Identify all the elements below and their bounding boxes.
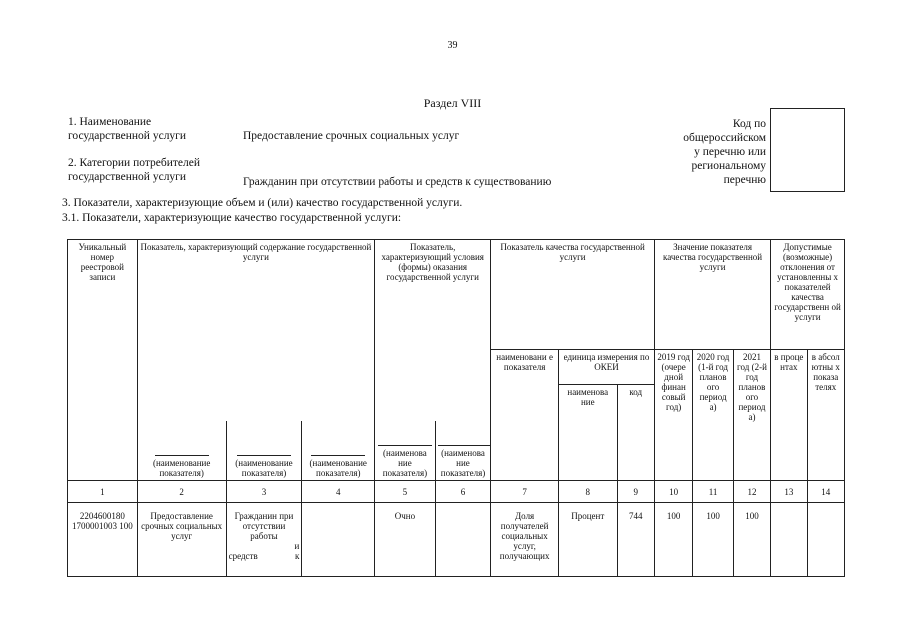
cell-unit-name: Процент [558,503,617,577]
cell-empty [807,503,844,577]
header-percent: в проце нтах [771,350,807,481]
cell-value-2020: 100 [693,503,733,577]
consumer-value: Гражданин при отсутствии работы и средств к существованию [243,176,552,188]
header-unit-name: наименова ние [558,385,617,481]
col-number: 5 [375,481,436,503]
service-name-label-2: государственной услуги [68,130,187,142]
subheader-name-3 [302,421,375,481]
section-title: Раздел VIII [423,96,482,110]
subheader-text: (наименование показателя) [235,458,293,478]
col-number: 1 [68,481,138,503]
header-quality-indicator: Показатель качества государственной услуги [491,240,655,350]
cell-form: Очно [375,503,436,577]
col-number: 2 [137,481,226,503]
cell-registry-number: 2204600180 1700001003 100 [68,503,138,577]
col-number: 4 [302,481,375,503]
header-absolute: в абсол ютны х показа телях [807,350,844,481]
subheader-text: (наименование показателя) [309,458,367,478]
header-deviation: Допустимые (возможные) отклонения от установленны х показателей качества государственн ой услуги [771,240,845,350]
code-label-line: общероссийском [683,132,766,144]
consumer-label-2: государственной услуги [68,171,187,183]
header-unique-number: Уникальный номер реестровой записи [68,240,138,481]
subheader-name-1 [137,421,226,481]
header-year-2021: 2021 год (2-й год планов ого период а) [733,350,770,481]
cell-consumer-text: и [294,541,300,551]
col-number: 13 [771,481,807,503]
header-quality-name: наименовани е показателя [491,350,559,481]
col-number: 6 [435,481,491,503]
cell-service-content: Предоставление срочных социальных услуг [137,503,226,577]
code-box [770,108,845,192]
cell-consumer-line [229,551,300,561]
cell-consumer-text: к [295,551,300,561]
heading-3: 3. Показатели, характеризующие объем и (или) качество государственной услуги. [62,197,463,209]
cell-empty [302,503,375,577]
code-label-line: Код по [732,118,766,130]
cell-consumer-text: средств [228,551,258,561]
col-number: 14 [807,481,844,503]
header-year-2019: 2019 год (очере дной финан совый год) [654,350,692,481]
col-number: 8 [558,481,617,503]
service-name-label: 1. Наименование [68,116,152,128]
code-label-line: перечню [723,174,766,186]
col-number: 7 [491,481,559,503]
subheader-name-4 [375,421,436,481]
table-row [68,503,845,577]
header-year-2020: 2020 год (1-й год планов ого период а) [693,350,733,481]
header-conditions-indicator: Показатель, характеризующий условия (формы) оказания государственной услуги [375,240,491,421]
header-unit-code: код [617,385,654,481]
col-number: 11 [693,481,733,503]
cell-consumer-text: Гражданин при отсутствии работы [234,511,294,541]
col-number: 9 [617,481,654,503]
col-number: 3 [226,481,302,503]
header-okei-unit: единица измерения по ОКЕИ [558,350,654,385]
code-label [640,117,766,187]
quality-indicators-table [67,239,845,577]
col-number: 12 [733,481,770,503]
column-number-row [68,481,845,503]
subheader-text: (наименование показателя) [152,458,211,478]
cell-empty [435,503,491,577]
header-content-indicator: Показатель, характеризующий содержание государственной услуги [137,240,374,421]
subheader-name-5 [435,421,491,481]
code-label-line: региональному [691,160,766,172]
consumer-label: 2. Категории потребителей [68,157,200,169]
cell-value-2021: 100 [733,503,770,577]
service-name-value: Предоставление срочных социальных услуг [243,130,460,142]
cell-value-2019: 100 [654,503,692,577]
code-label-line: у перечню или [694,146,766,158]
col-number: 10 [654,481,692,503]
cell-consumer-category [226,503,302,577]
subheader-text: (наименова ние показателя) [382,448,428,478]
cell-unit-code: 744 [617,503,654,577]
page-number: 39 [447,40,458,51]
heading-3-1: 3.1. Показатели, характеризующие качество государственной услуги: [62,212,402,224]
subheader-text: (наименова ние показателя) [440,448,486,478]
cell-empty [771,503,807,577]
subheader-name-2 [226,421,302,481]
cell-indicator-name: Доля получателей социальных услуг, получающих [491,503,559,577]
header-indicator-value: Значение показателя качества государственной услуги [654,240,770,350]
